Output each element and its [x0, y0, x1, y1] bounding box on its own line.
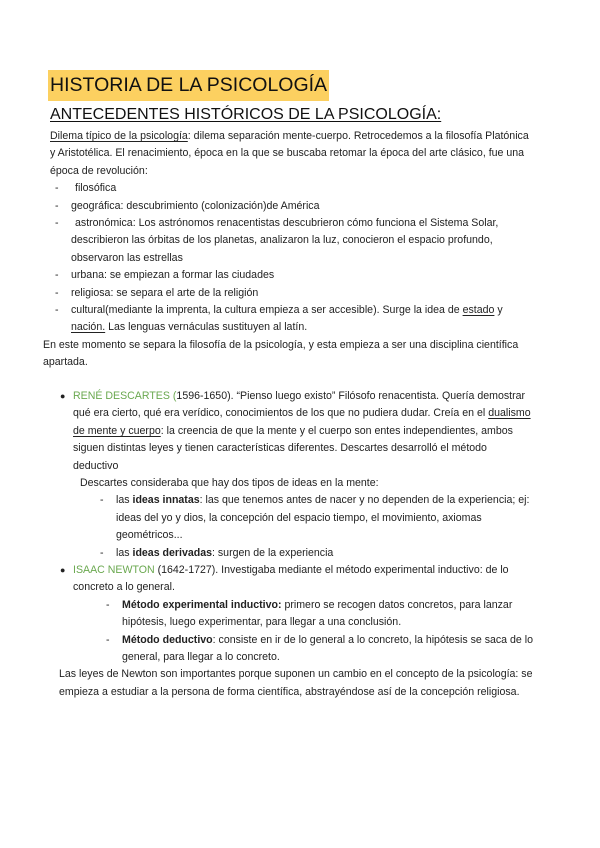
innate-ideas-line-3: geométricos...	[116, 529, 183, 542]
newton-name: ISAAC NEWTON	[73, 564, 158, 576]
deductive-method-line-2: general, para llegar a lo concreto.	[122, 651, 280, 663]
section-heading: ANTECEDENTES HISTÓRICOS DE LA PSICOLOGÍA:	[50, 106, 442, 123]
newton-line-2: concreto a lo general.	[73, 581, 175, 594]
list-item-cultural: cultural(mediante la imprenta, la cultura empieza a ser accesible). Surge la idea de estado y	[71, 304, 503, 316]
intro-line-3: época de revolución:	[50, 164, 148, 177]
list-dash: -	[55, 269, 59, 282]
term-estado: estado	[462, 304, 495, 316]
list-item-geography: geográfica: descubrimiento (colonización)de América	[71, 199, 320, 212]
intro-term: Dilema típico de la psicología	[50, 130, 188, 142]
list-dash: -	[106, 633, 110, 646]
page-title: HISTORIA DE LA PSICOLOGÍA	[48, 70, 329, 101]
list-item-astronomy: astronómica: Los astrónomos renacentistas descubrieron cómo funciona el Sistema Solar,	[75, 217, 499, 229]
derived-ideas: las ideas derivadas: surgen de la experiencia	[116, 546, 334, 559]
list-item-cultural-cont: nación. Las lenguas vernáculas sustituyen al latín.	[71, 321, 308, 334]
inductive-method-line-1: Método experimental inductivo: primero se recogen datos concretos, para lanzar	[122, 598, 513, 611]
bullet-dot: ●	[60, 391, 66, 401]
descartes-line-1: RENÉ DESCARTES (1596-1650). “Pienso luego existo” Filósofo renacentista. Quería demostrar	[73, 390, 526, 402]
descartes-line-4: siguen distintas leyes y tienen características diferentes. Descartes desarrolló el método	[73, 442, 487, 455]
term-dualismo: dualismo	[488, 407, 531, 420]
list-dash: -	[100, 546, 104, 559]
ideas-intro: Descartes consideraba que hay dos tipos de ideas en la mente:	[80, 477, 379, 489]
descartes-name: RENÉ DESCARTES (	[73, 390, 177, 402]
separation-line-2: apartada.	[43, 356, 88, 369]
intro-line-1: Dilema típico de la psicología: dilema separación mente-cuerpo. Retrocedemos a la filosofía Platónica	[50, 130, 529, 142]
term-mente-cuerpo: de mente y cuerpo	[73, 424, 161, 437]
bullet-dot: ●	[60, 565, 66, 575]
list-dash: -	[55, 217, 59, 229]
list-item-religion: religiosa: se separa el arte de la religión	[71, 286, 259, 299]
list-dash: -	[55, 304, 59, 316]
separation-line-1: En este momento se separa la filosofía de la psicología, y esta empieza a ser una disciplina científica	[43, 338, 519, 351]
intro-line-2: y Aristotélica. El renacimiento, época en la que se buscaba retomar la época del arte clásico, fue una	[50, 147, 525, 160]
list-dash: -	[100, 494, 104, 507]
innate-ideas-line-1: las ideas innatas: las que tenemos antes de nacer y no dependen de la experiencia; ej:	[116, 494, 530, 507]
list-dash: -	[55, 286, 59, 299]
list-item-philosophy: filosófica	[75, 182, 117, 195]
newton-laws-line-1: Las leyes de Newton son importantes porque suponen un cambio en el concepto de la psicología: se	[59, 668, 533, 681]
deductive-method-line-1: Método deductivo: consiste en ir de lo general a lo concreto, la hipótesis se saca de lo	[122, 633, 533, 646]
list-item-astronomy-cont: observaron las estrellas	[71, 251, 183, 264]
newton-laws-line-2: empieza a estudiar a la persona de forma científica, abstrayéndose así de la concepción religiosa.	[59, 685, 520, 698]
descartes-line-3: de mente y cuerpo: la creencia de que la mente y el cuerpo son entes independientes, ambos	[73, 424, 513, 437]
deductive-method-term: Método deductivo	[122, 633, 213, 646]
list-dash: -	[55, 199, 59, 212]
newton-line-1: ISAAC NEWTON (1642-1727). Investigaba mediante el método experimental inductivo: de lo	[73, 564, 509, 576]
innate-ideas-line-2: ideas del yo y dios, la concepción del espacio tiempo, el movimiento, axiomas	[116, 511, 482, 524]
list-item-astronomy-cont: describieron las órbitas de los planetas, analizaron la luz, conocieron el espacio profundo,	[71, 234, 493, 247]
list-dash: -	[106, 598, 110, 611]
list-dash: -	[55, 182, 59, 195]
innate-ideas-term: ideas innatas	[132, 494, 200, 507]
descartes-line-5: deductivo	[73, 459, 119, 472]
inductive-method-line-2: hipótesis, luego experimentar, para llegar a una conclusión.	[122, 616, 402, 629]
term-nacion: nación.	[71, 321, 106, 334]
list-item-urban: urbana: se empiezan a formar las ciudades	[71, 269, 275, 282]
descartes-line-2: qué era cierto, qué era verídico, conocimientos de los que no pudiera dudar. Creía en el dualismo	[73, 407, 531, 420]
inductive-method-term: Método experimental inductivo:	[122, 598, 282, 611]
derived-ideas-term: ideas derivadas	[132, 546, 212, 559]
